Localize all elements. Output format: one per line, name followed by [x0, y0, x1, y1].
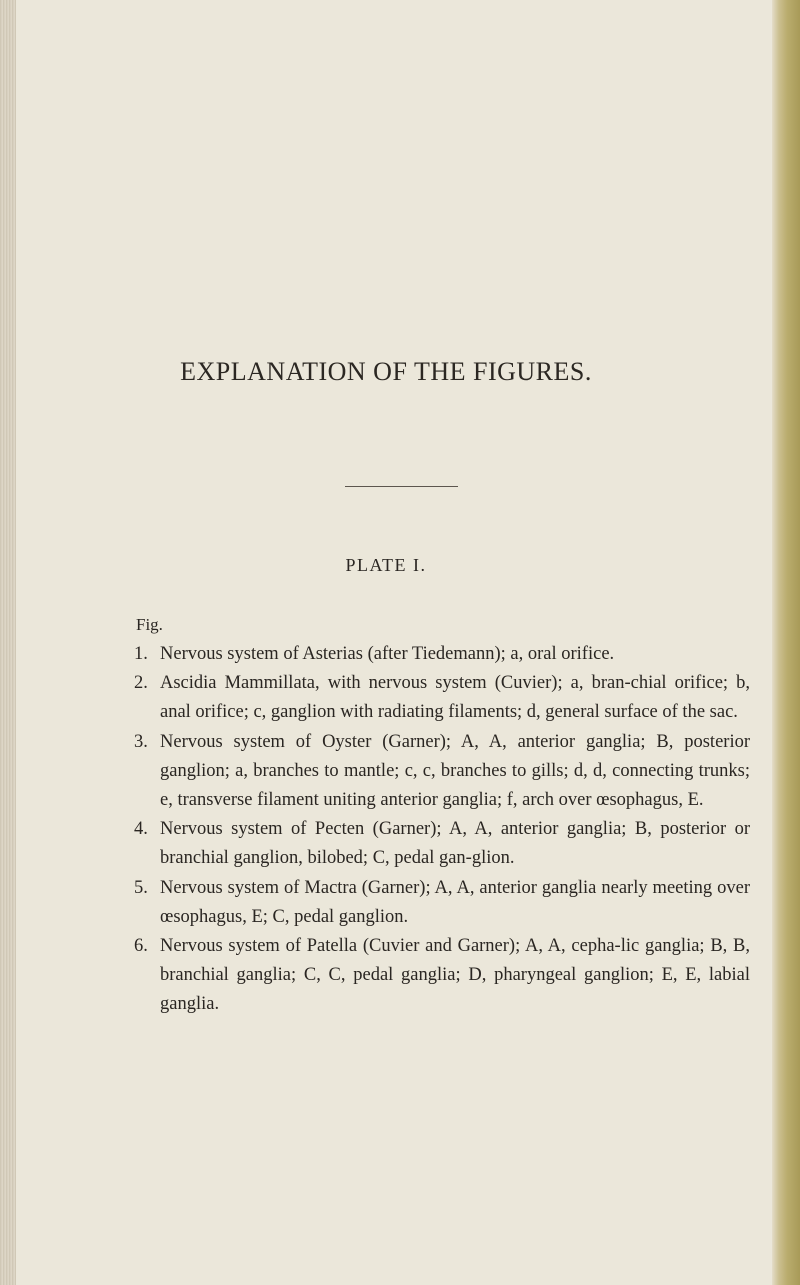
- figure-number: 2.: [134, 673, 148, 694]
- figure-number: 3.: [134, 731, 148, 752]
- figure-entry: [134, 728, 750, 816]
- figure-description: Nervous system of Patella (Cuvier and Garner); A, A, cepha-lic ganglia; B, B, branchial ganglia; C, C, pedal ganglia; D, pharyngeal ganglion; E, E, labial ganglia.: [160, 936, 750, 1015]
- figure-number: 1.: [134, 644, 148, 664]
- plate-heading: PLATE I.: [345, 555, 427, 575]
- page-title: EXPLANATION OF THE FIGURES.: [180, 357, 592, 386]
- figure-description: Nervous system of Mactra (Garner); A, A, anterior ganglia nearly meeting over œsophagus, E; C, pedal ganglion.: [160, 877, 750, 927]
- figure-entry: [134, 932, 750, 1020]
- figure-entry: [134, 874, 750, 932]
- figure-entry: [134, 669, 750, 727]
- figure-entry: [134, 815, 750, 873]
- binding-edge: [0, 0, 16, 1285]
- figure-number: 5.: [134, 877, 148, 898]
- figure-description: Nervous system of Oyster (Garner); A, A, anterior ganglia; B, posterior ganglion; a, branches to mantle; c, c, branches to gills; d, d, connecting trunks; e, transverse filament uniting anterior ganglia; f, arch over œsophagus, E.: [160, 731, 750, 811]
- figure-list: [134, 640, 750, 1020]
- page-edge: [772, 0, 800, 1285]
- figure-number: 6.: [134, 936, 148, 957]
- figure-description: Nervous system of Asterias (after Tiedemann); a, oral orifice.: [160, 644, 615, 664]
- figure-entry: [134, 640, 750, 669]
- figure-description: Ascidia Mammillata, with nervous system (Cuvier); a, bran-chial orifice; b, anal orifice; c, ganglion with radiating filaments; d, general surface of the sac.: [160, 673, 750, 723]
- fig-label: Fig.: [136, 615, 163, 634]
- divider-rule: [345, 486, 458, 487]
- figure-description: Nervous system of Pecten (Garner); A, A, anterior ganglia; B, posterior or branchial ganglion, bilobed; C, pedal gan-glion.: [160, 819, 750, 869]
- figure-number: 4.: [134, 819, 148, 840]
